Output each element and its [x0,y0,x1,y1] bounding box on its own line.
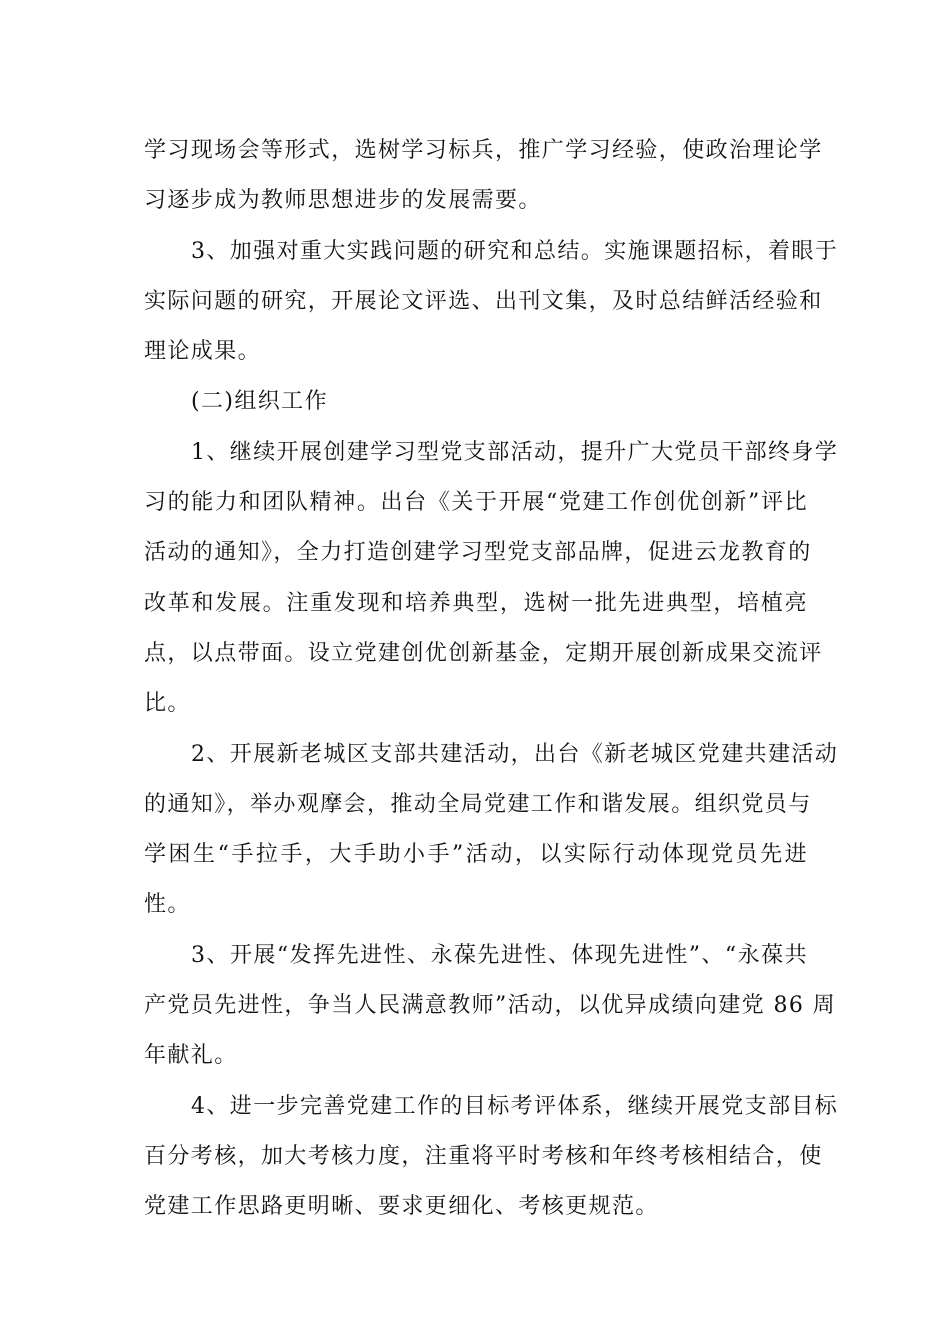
text-line: 实际问题的研究，开展论文评选、出刊文集，及时总结鲜活经验和 [144,288,823,314]
text-line: 党建工作思路更明晰、要求更细化、考核更规范。 [144,1194,659,1220]
text-line: 改革和发展。注重发现和培养典型，选树一批先进典型，培植亮 [144,590,808,616]
text-line: 活动的通知》，全力打造创建学习型党支部品牌，促进云龙教育的 [144,540,812,566]
text-line: 3、加强对重大实践问题的研究和总结。实施课题招标，着眼于 [191,238,839,264]
section-heading-organization [144,377,808,427]
section-heading: (二)组织工作 [191,389,328,415]
text-line: 2、开展新老城区支部共建活动，出台《新老城区党建共建活动 [191,741,839,767]
text-line: 4、进一步完善党建工作的目标考评体系，继续开展党支部目标 [191,1093,839,1119]
text-line: 理论成果。 [144,339,262,365]
text-line: 的通知》，举办观摩会，推动全局党建工作和谐发展。组织党员与 [144,791,812,817]
paragraph-item4-assessment [144,1082,839,1233]
text-line: 学习现场会等形式，选树学习标兵，推广学习经验，使政治理论学 [144,138,823,163]
text-line: 比。 [144,691,191,717]
text-line: 年献礼。 [144,1043,238,1069]
paragraph-continuation [144,126,823,227]
text-line: 习的能力和团队精神。出台《关于开展“党建工作创优创新”评比 [144,490,808,516]
document-body [144,126,839,1233]
paragraph-item1-learning [144,428,839,730]
text-line: 百分考核，加大考核力度，注重将平时考核和年终考核相结合，使 [144,1143,823,1169]
text-line: 性。 [144,892,191,918]
text-line: 3、开展“发挥先进性、永葆先进性、体现先进性”、“永葆共 [191,942,808,968]
paragraph-item2-district [144,730,839,931]
paragraph-item3-practice [144,227,839,378]
text-line: 产党员先进性，争当人民满意教师”活动，以优异成绩向建党 86 周 [144,993,837,1019]
text-line: 1、继续开展创建学习型党支部活动，提升广大党员干部终身学 [191,439,839,465]
text-line: 学困生“手拉手，大手助小手”活动，以实际行动体现党员先进 [144,842,808,868]
text-line: 点，以点带面。设立党建创优创新基金，定期开展创新成果交流评 [144,640,823,666]
text-line: 习逐步成为教师思想进步的发展需要。 [144,188,542,214]
paragraph-item3-advanced [144,931,837,1082]
